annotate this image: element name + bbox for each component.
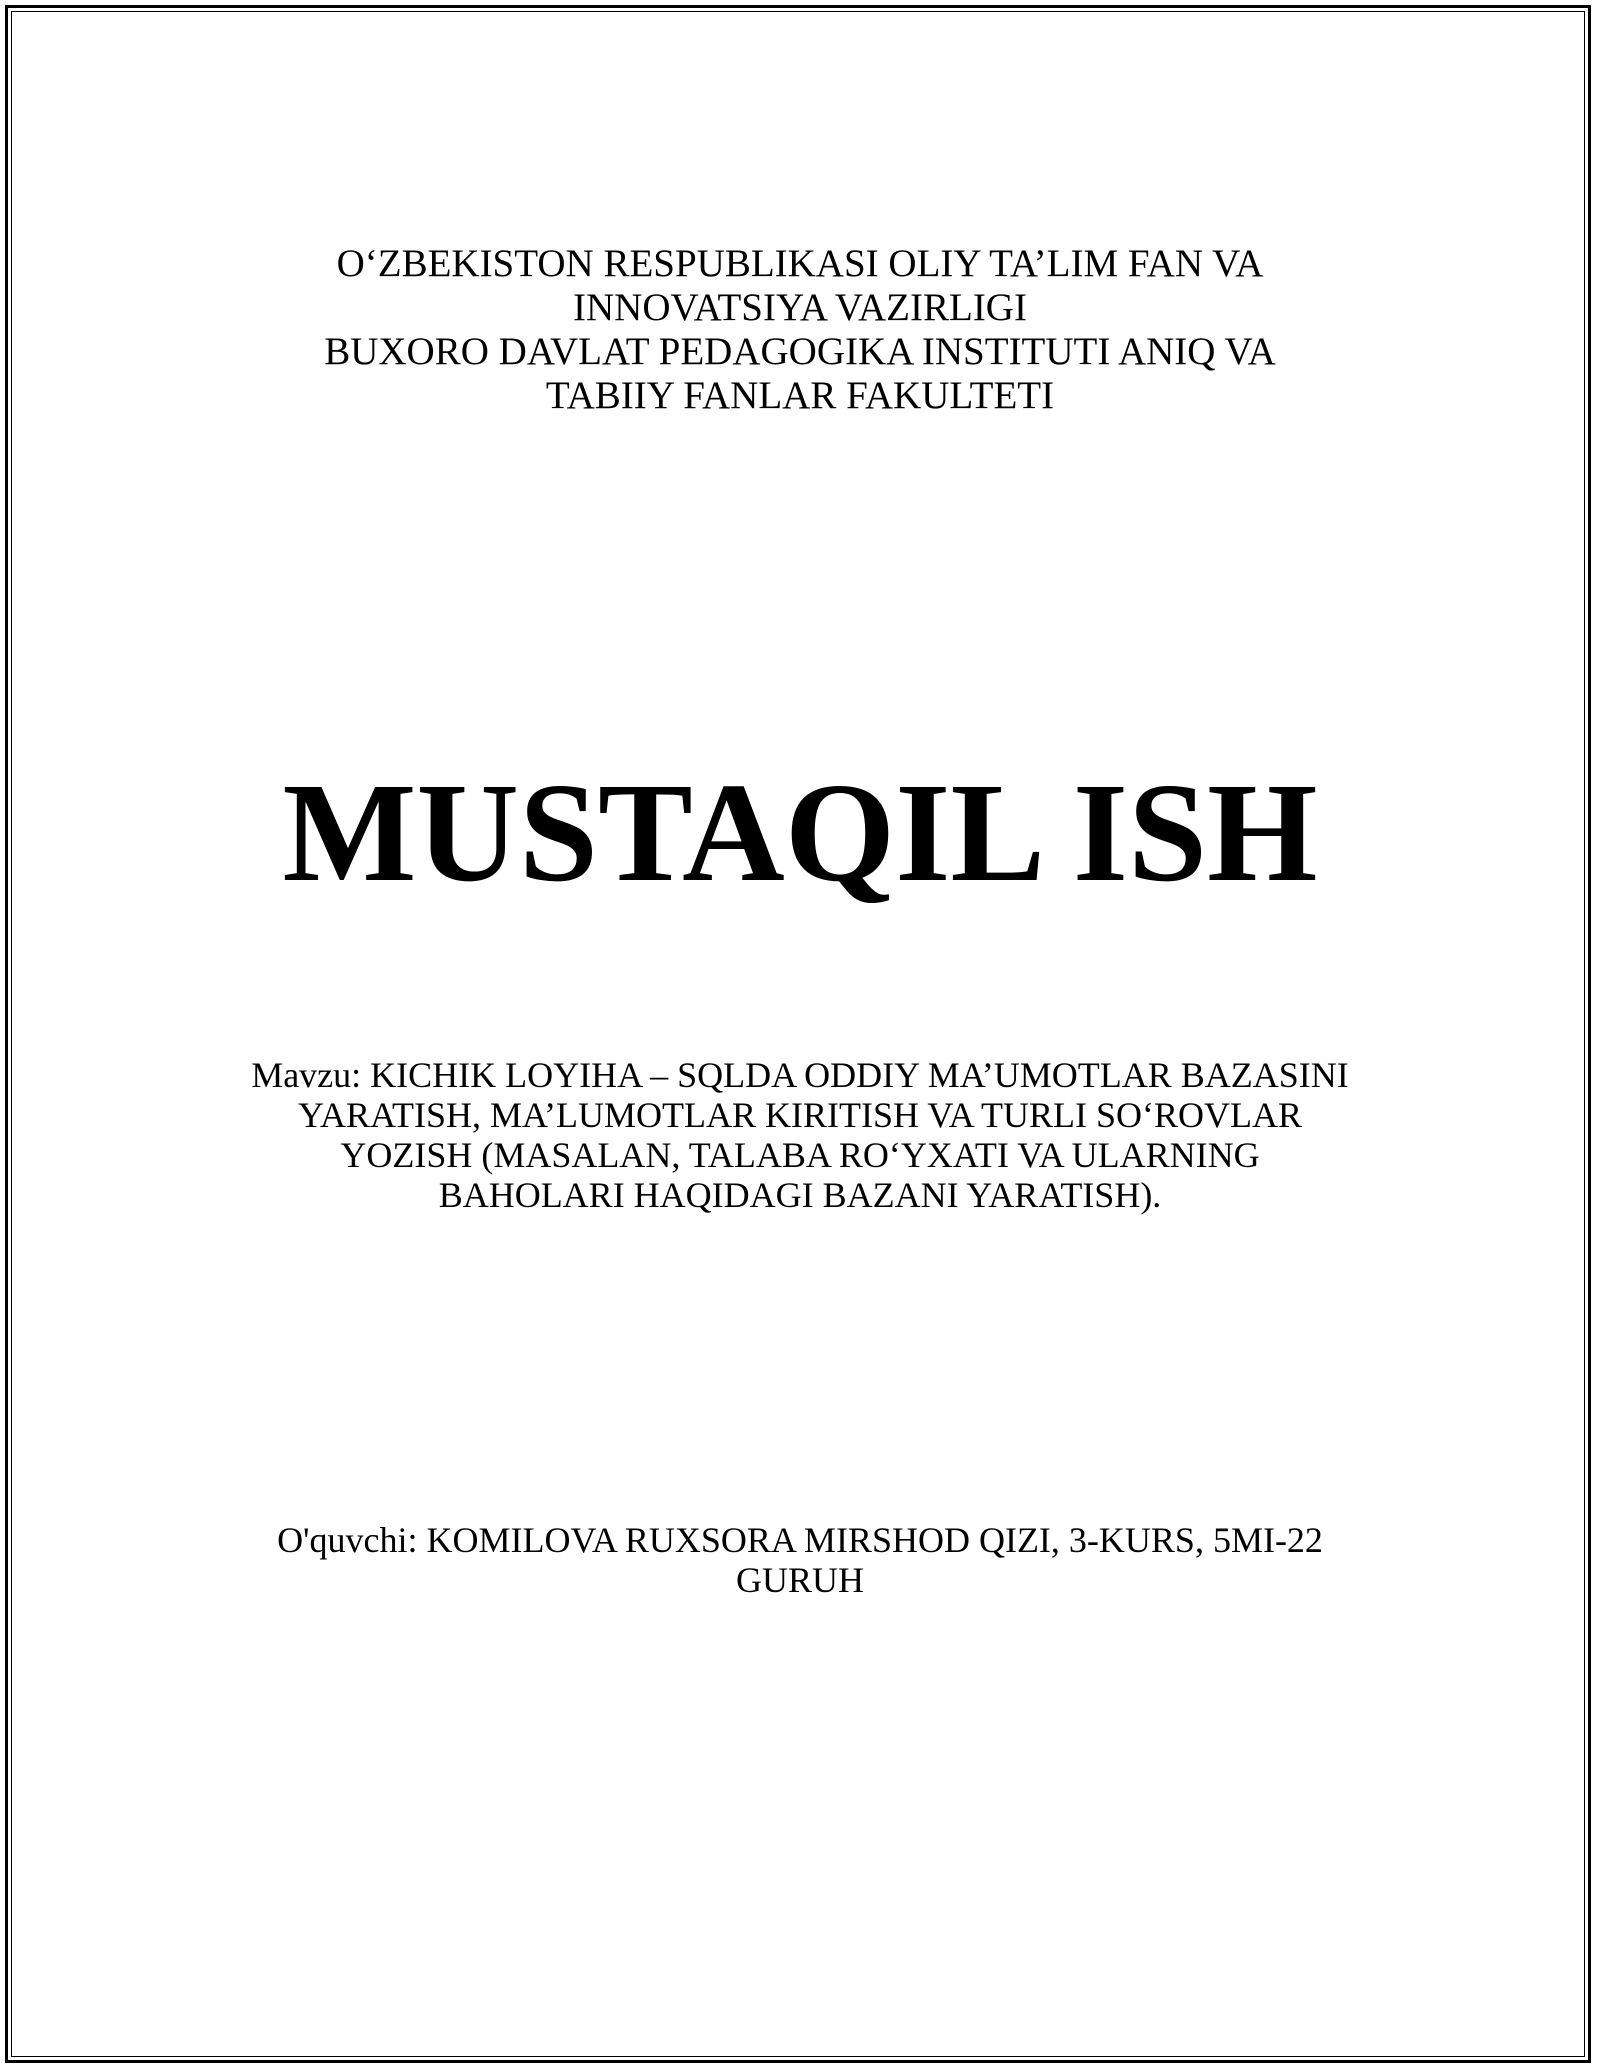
- institution-header: [0, 242, 1600, 418]
- student-info: [0, 1520, 1600, 1600]
- student-line: GURUH: [735, 1560, 864, 1600]
- topic-line: Mavzu: KICHIK LOYIHA – SQLDA ODDIY MA’UMOTLAR BAZASINI: [251, 1055, 1349, 1095]
- header-line: O‘ZBEKISTON RESPUBLIKASI OLIY TA’LIM FAN VA: [336, 242, 1264, 285]
- topic-line: YOZISH (MASALAN, TALABA RO‘YXATI VA ULARNING: [340, 1135, 1260, 1175]
- header-line: TABIIY FANLAR FAKULTETI: [545, 374, 1055, 417]
- topic-line: YARATISH, MA’LUMOTLAR KIRITISH VA TURLI SO‘ROVLAR: [297, 1095, 1303, 1135]
- topic-line: BAHOLARI HAQIDAGI BAZANI YARATISH).: [438, 1175, 1162, 1215]
- student-line: O'quvchi: KOMILOVA RUXSORA MIRSHOD QIZI, 3-KURS, 5MI-22: [277, 1520, 1323, 1560]
- topic-block: [0, 1055, 1600, 1215]
- header-line: INNOVATSIYA VAZIRLIGI: [573, 286, 1027, 329]
- document-title: MUSTAQIL ISH: [282, 753, 1318, 911]
- header-line: BUXORO DAVLAT PEDAGOGIKA INSTITUTI ANIQ VA: [324, 330, 1276, 373]
